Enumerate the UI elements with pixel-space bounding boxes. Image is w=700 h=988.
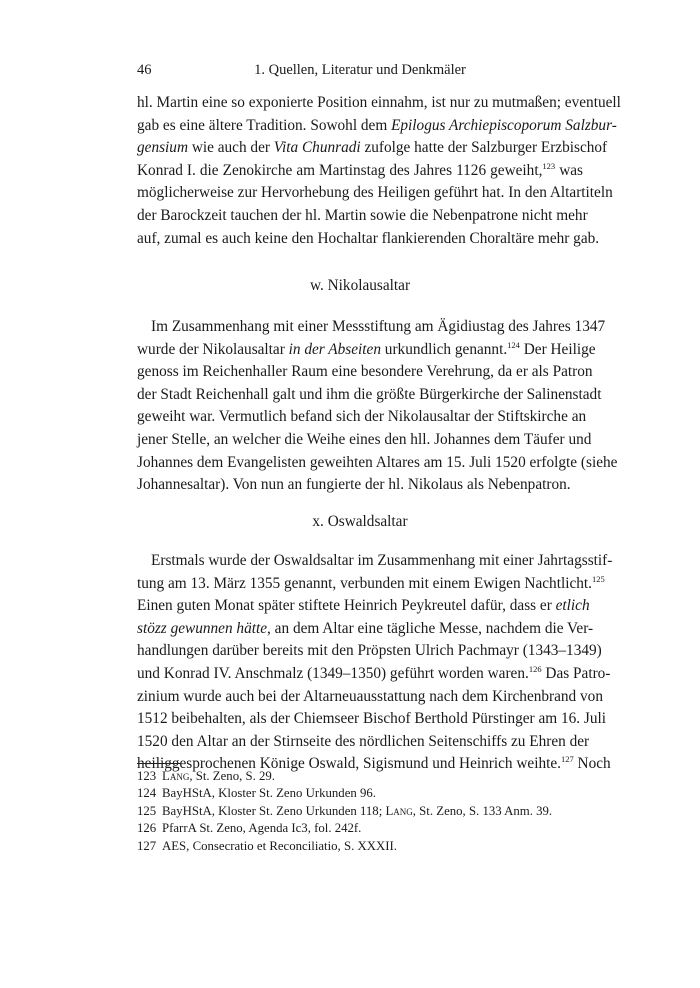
- text-line: geweiht war. Vermutlich befand sich der Nikolausaltar der Stiftskirche an: [137, 408, 587, 426]
- text-line: auf, zumal es auch keine den Hochaltar flankierenden Choraltäre mehr gab.: [137, 229, 600, 247]
- text-line: stözz gewunnen hätte, an dem Altar eine tägliche Messe, nachdem die Ver-: [137, 619, 594, 637]
- footnote-divider: [137, 763, 181, 764]
- text-line: zinium wurde auch bei der Altarneuausstattung nach dem Kirchenbrand von: [137, 687, 603, 705]
- author-name: Lang: [162, 769, 190, 783]
- section-heading-nikolausaltar: w. Nikolausaltar: [309, 277, 411, 294]
- footnote-127: 127 AES, Consecratio et Reconciliatio, S. XXXII.: [137, 838, 583, 855]
- paragraph-martin: [137, 92, 621, 250]
- section-heading-oswaldsaltar: x. Oswaldsaltar: [312, 513, 408, 530]
- footnote-number: 127: [137, 838, 157, 853]
- paragraph-oswaldsaltar: [137, 550, 613, 776]
- text-line: Einen guten Monat später stiftete Heinrich Peykreutel dafür, dass er etlich: [137, 597, 590, 615]
- footnote-number: 125: [137, 803, 157, 818]
- footnote-125: 125 BayHStA, Kloster St. Zeno Urkunden 118; Lang, St. Zeno, S. 133 Anm. 39.: [137, 803, 583, 820]
- page-header: [137, 62, 583, 82]
- footnote-number: 123: [137, 769, 157, 783]
- text-line: jener Stelle, an welcher die Weihe eines den hll. Johannes dem Täufer und: [137, 430, 592, 448]
- text-line: handlungen darüber bereits mit den Pröpsten Ulrich Pachmayr (1343–1349): [137, 642, 602, 660]
- text-line: wurde der Nikolausaltar in der Abseiten urkundlich genannt.$^{124}$ Der Heilige: [137, 339, 596, 358]
- author-name: Lang: [385, 803, 413, 818]
- text-line: der Stadt Reichenhall galt und ihm die größte Bürgerkirche der Salinenstadt: [137, 385, 602, 403]
- text-line: 1520 den Altar an der Stirnseite des nördlichen Seitenschiffs zu Ehren der: [137, 732, 590, 750]
- footnote-ref[interactable]: 126: [528, 663, 542, 674]
- footnotes: [137, 768, 583, 855]
- text-line: genoss im Reichenhaller Raum eine besondere Verehrung, da er als Patron: [137, 363, 593, 381]
- text-line: heiliggesprochenen Könige Oswald, Sigismund und Heinrich weihte.$^{127}$ Noch: [137, 754, 611, 773]
- footnote-number: 124: [137, 786, 157, 801]
- footnote-124: 124 BayHStA, Kloster St. Zeno Urkunden 96.: [137, 785, 583, 802]
- text-line: möglicherweise zur Hervorhebung des Heiligen geführt hat. In den Altartiteln: [137, 184, 613, 202]
- text-line: Erstmals wurde der Oswaldsaltar im Zusammenhang mit einer Jahrtagsstif-: [151, 552, 613, 569]
- text-line: Johannes dem Evangelisten geweihten Altares am 15. Juli 1520 erfolgte (siehe: [137, 453, 618, 471]
- text-line: Im Zusammenhang mit einer Messstiftung am Ägidiustag des Jahres 1347: [151, 318, 606, 335]
- running-title: 1. Quellen, Literatur und Denkmäler: [254, 62, 466, 78]
- footnote-ref[interactable]: 123: [542, 160, 556, 171]
- text-line: gensium wie auch der Vita Chunradi zufolge hatte der Salzburger Erzbischof: [137, 139, 608, 157]
- page-number: 46: [137, 62, 152, 78]
- footnote-126: 126 PfarrA St. Zeno, Agenda Ic3, fol. 242f.: [137, 820, 583, 837]
- footnote-ref[interactable]: 125: [591, 573, 605, 584]
- text-line: tung am 13. März 1355 genannt, verbunden mit einem Ewigen Nachtlicht.$^{125}$: [137, 573, 605, 592]
- footnote-ref[interactable]: 124: [507, 339, 520, 350]
- text-line: der Barockzeit tauchen der hl. Martin sowie die Nebenpatrone nicht mehr: [137, 206, 588, 224]
- text-line: gab es eine ältere Tradition. Sowohl dem Epilogus Archiepiscoporum Salzbur-: [137, 116, 617, 134]
- text-line: hl. Martin eine so exponierte Position einnahm, ist nur zu mutmaßen; eventuell: [137, 94, 621, 111]
- text-line: 1512 beibehalten, als der Chiemseer Bischof Berthold Pürstinger am 16. Juli: [137, 710, 607, 728]
- paragraph-nikolausaltar: [137, 316, 618, 497]
- text-line: Konrad I. die Zenokirche am Martinstag des Jahres 1126 geweiht,$^{123}$ was: [137, 160, 583, 179]
- footnote-123: 123 Lang, St. Zeno, S. 29.: [137, 768, 583, 785]
- text-line: und Konrad IV. Anschmalz (1349–1350) geführt worden waren.$^{126}$ Das Patro-: [137, 663, 611, 682]
- footnote-ref[interactable]: 127: [560, 754, 574, 765]
- text-line: Johannesaltar). Von nun an fungierte der hl. Nikolaus als Nebenpatron.: [137, 476, 571, 494]
- footnote-number: 126: [137, 821, 157, 836]
